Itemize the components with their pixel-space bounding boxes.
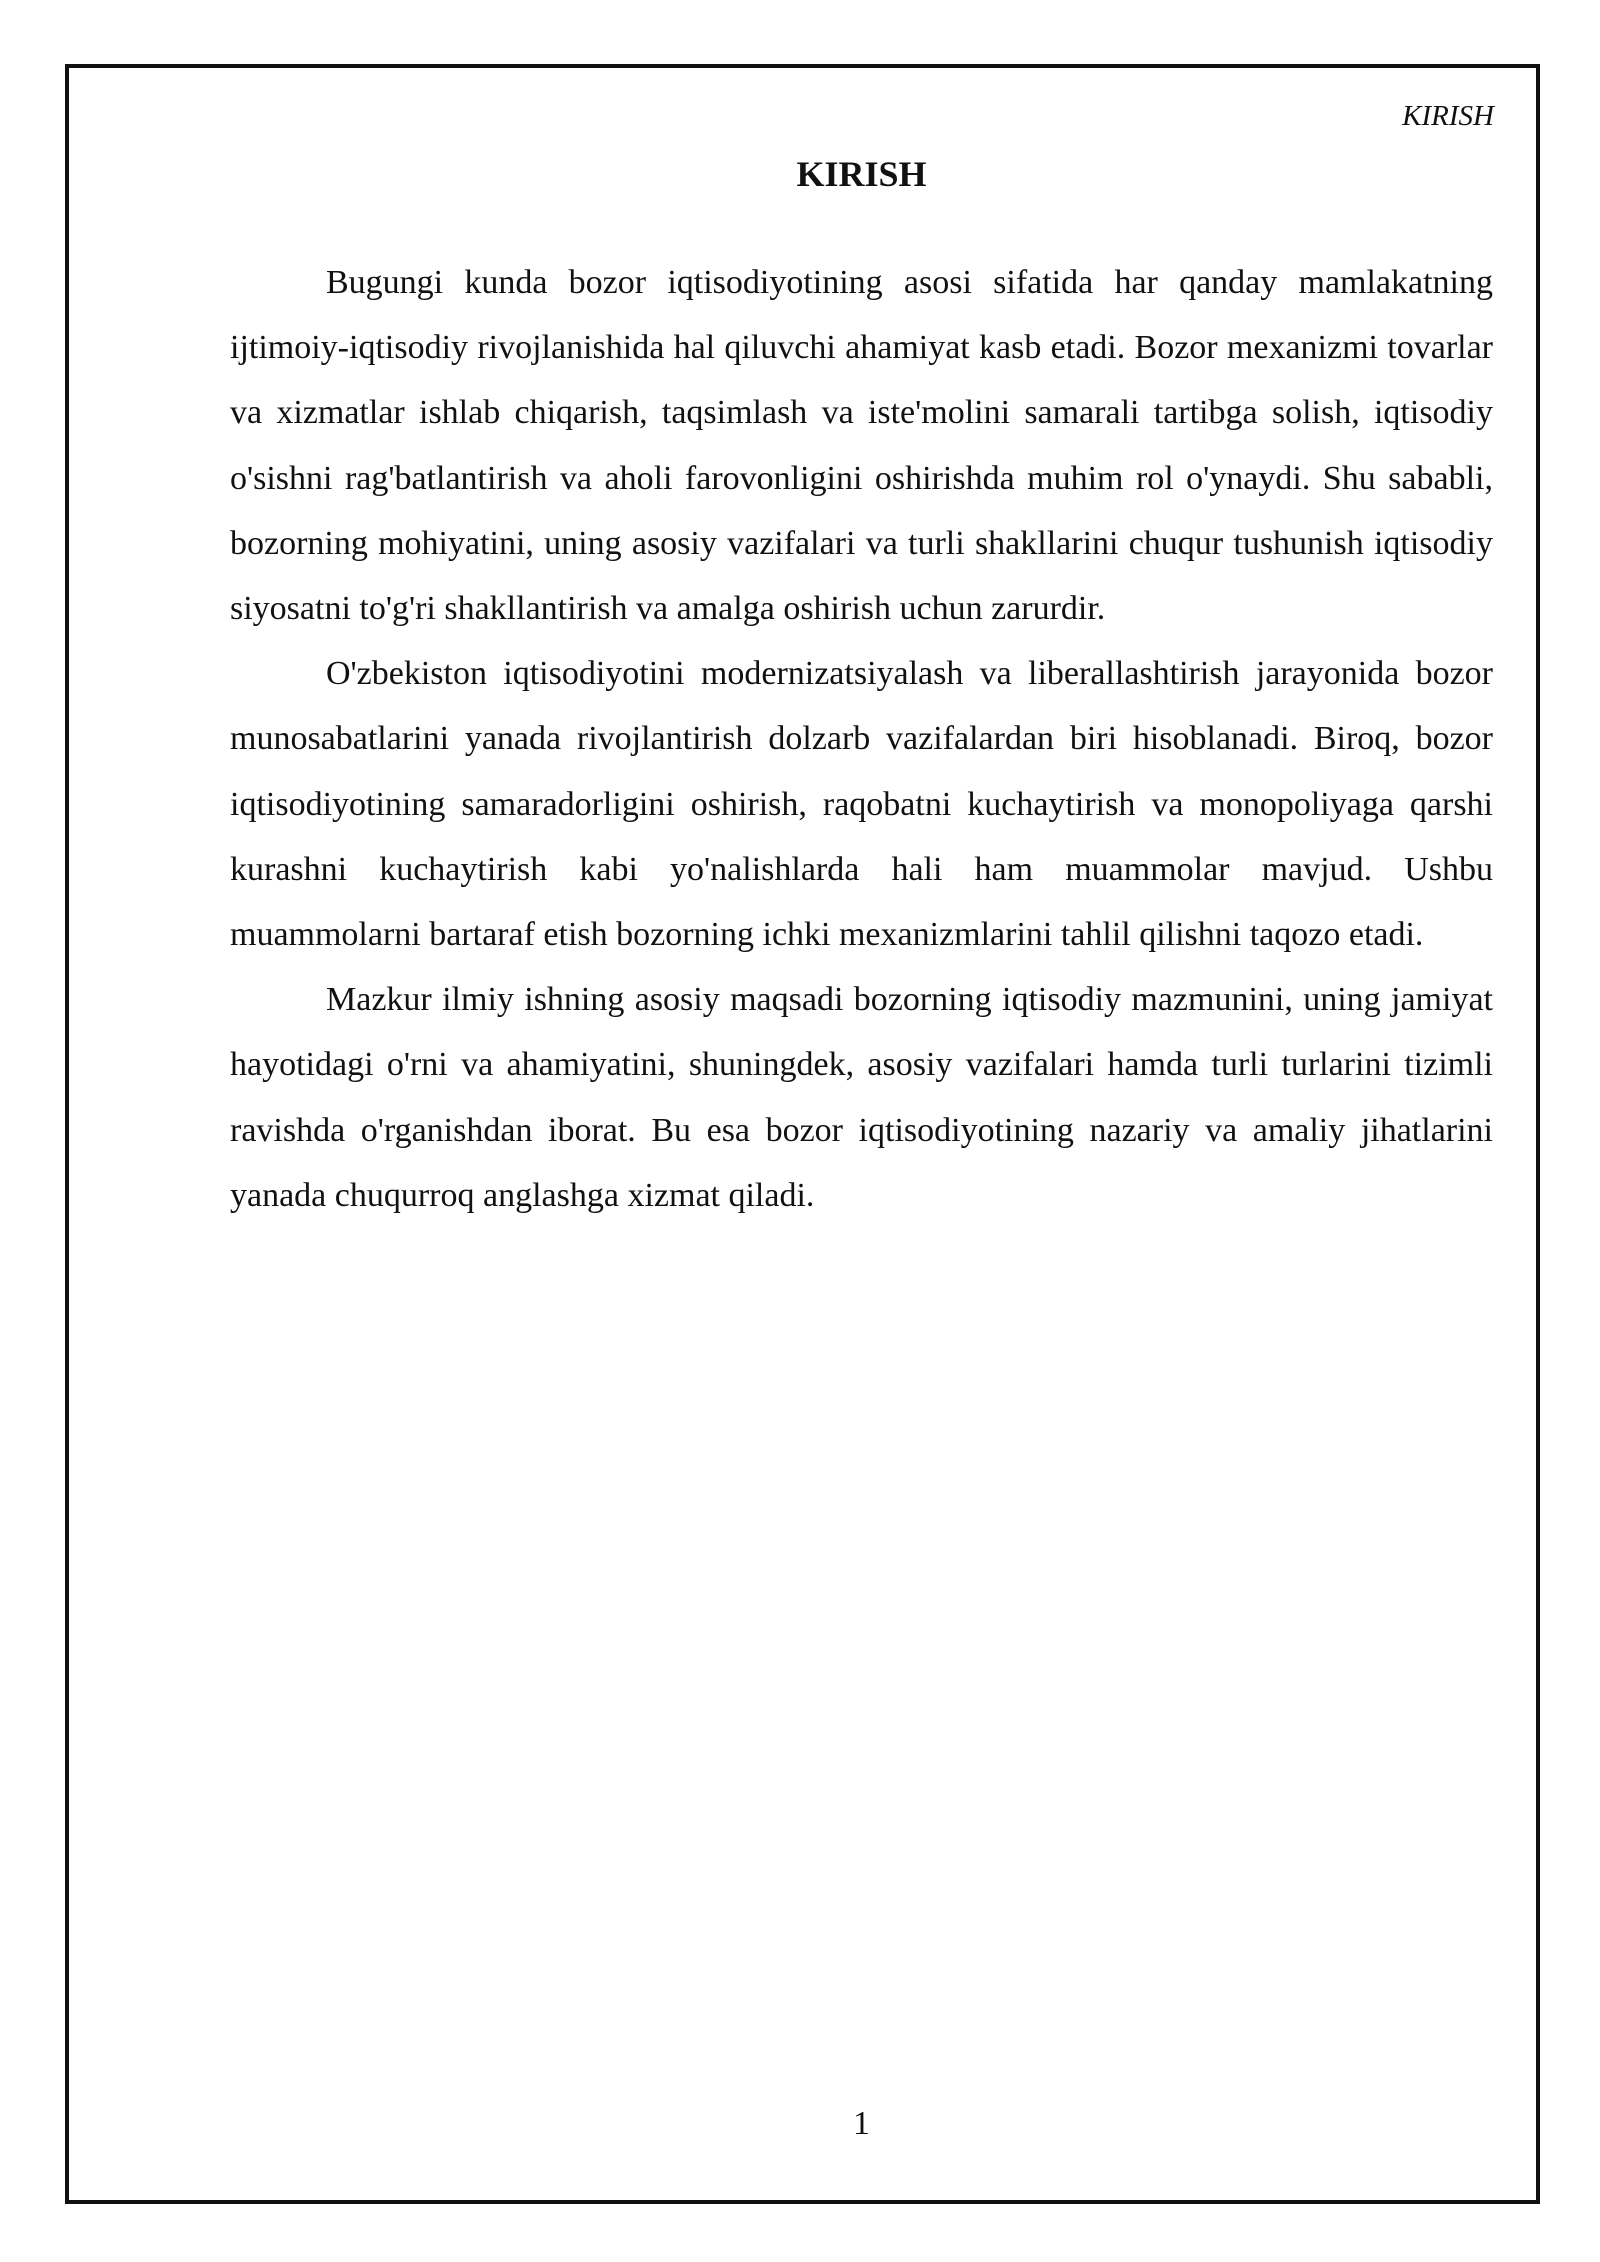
paragraph-intro: Bugungi kunda bozor iqtisodiyotining asosi sifatida har qanday mamlakatning ijtimoiy-iqtisodiy rivojlanishida hal qiluvchi ahamiyat kasb etadi. Bozor mexanizmi tovarlar va xizmatlar ishlab chiqarish, taqsimlash va iste'molini samarali tartibga solish, iqtisodiy o'sishni rag'batlantirish va aholi farovonligini oshirishda muhim rol o'ynaydi. Shu sababli, bozorning mohiyatini, uning asosiy vazifalari va turli shakllarini chuqur tushunish iqtisodiy siyosatni to'g'ri shakllantirish va amalga oshirish uchun zarurdir. xyxy=(230,264,1493,628)
page-title: KIRISH xyxy=(796,154,927,194)
paragraph-uzbekistan-economy: O'zbekiston iqtisodiyotini modernizatsiyalash va liberallashtirish jarayonida bozor munosabatlarini yanada rivojlantirish dolzarb vazifalardan biri hisoblanadi. Biroq, bozor iqtisodiyotining samaradorligini oshirish, raqobatni kuchaytirish va monopoliyaga qarshi kurashni kuchaytirish kabi yo'nalishlarda hali ham muammolar mavjud. Ushbu muammolarni bartaraf etish bozorning ichki mexanizmlarini tahlil qilishni taqozo etadi. xyxy=(230,655,1493,954)
page-number: 1 xyxy=(853,2105,870,2142)
running-header: KIRISH xyxy=(1402,100,1494,132)
document-body xyxy=(230,250,1493,1228)
paragraph-research-goal: Mazkur ilmiy ishning asosiy maqsadi bozorning iqtisodiy mazmunini, uning jamiyat hayotidagi o'rni va ahamiyatini, shuningdek, asosiy vazifalari hamda turli turlarini tizimli ravishda o'rganishdan iborat. Bu esa bozor iqtisodiyotining nazariy va amaliy jihatlarini yanada chuqurroq anglashga xizmat qiladi. xyxy=(230,981,1493,1214)
